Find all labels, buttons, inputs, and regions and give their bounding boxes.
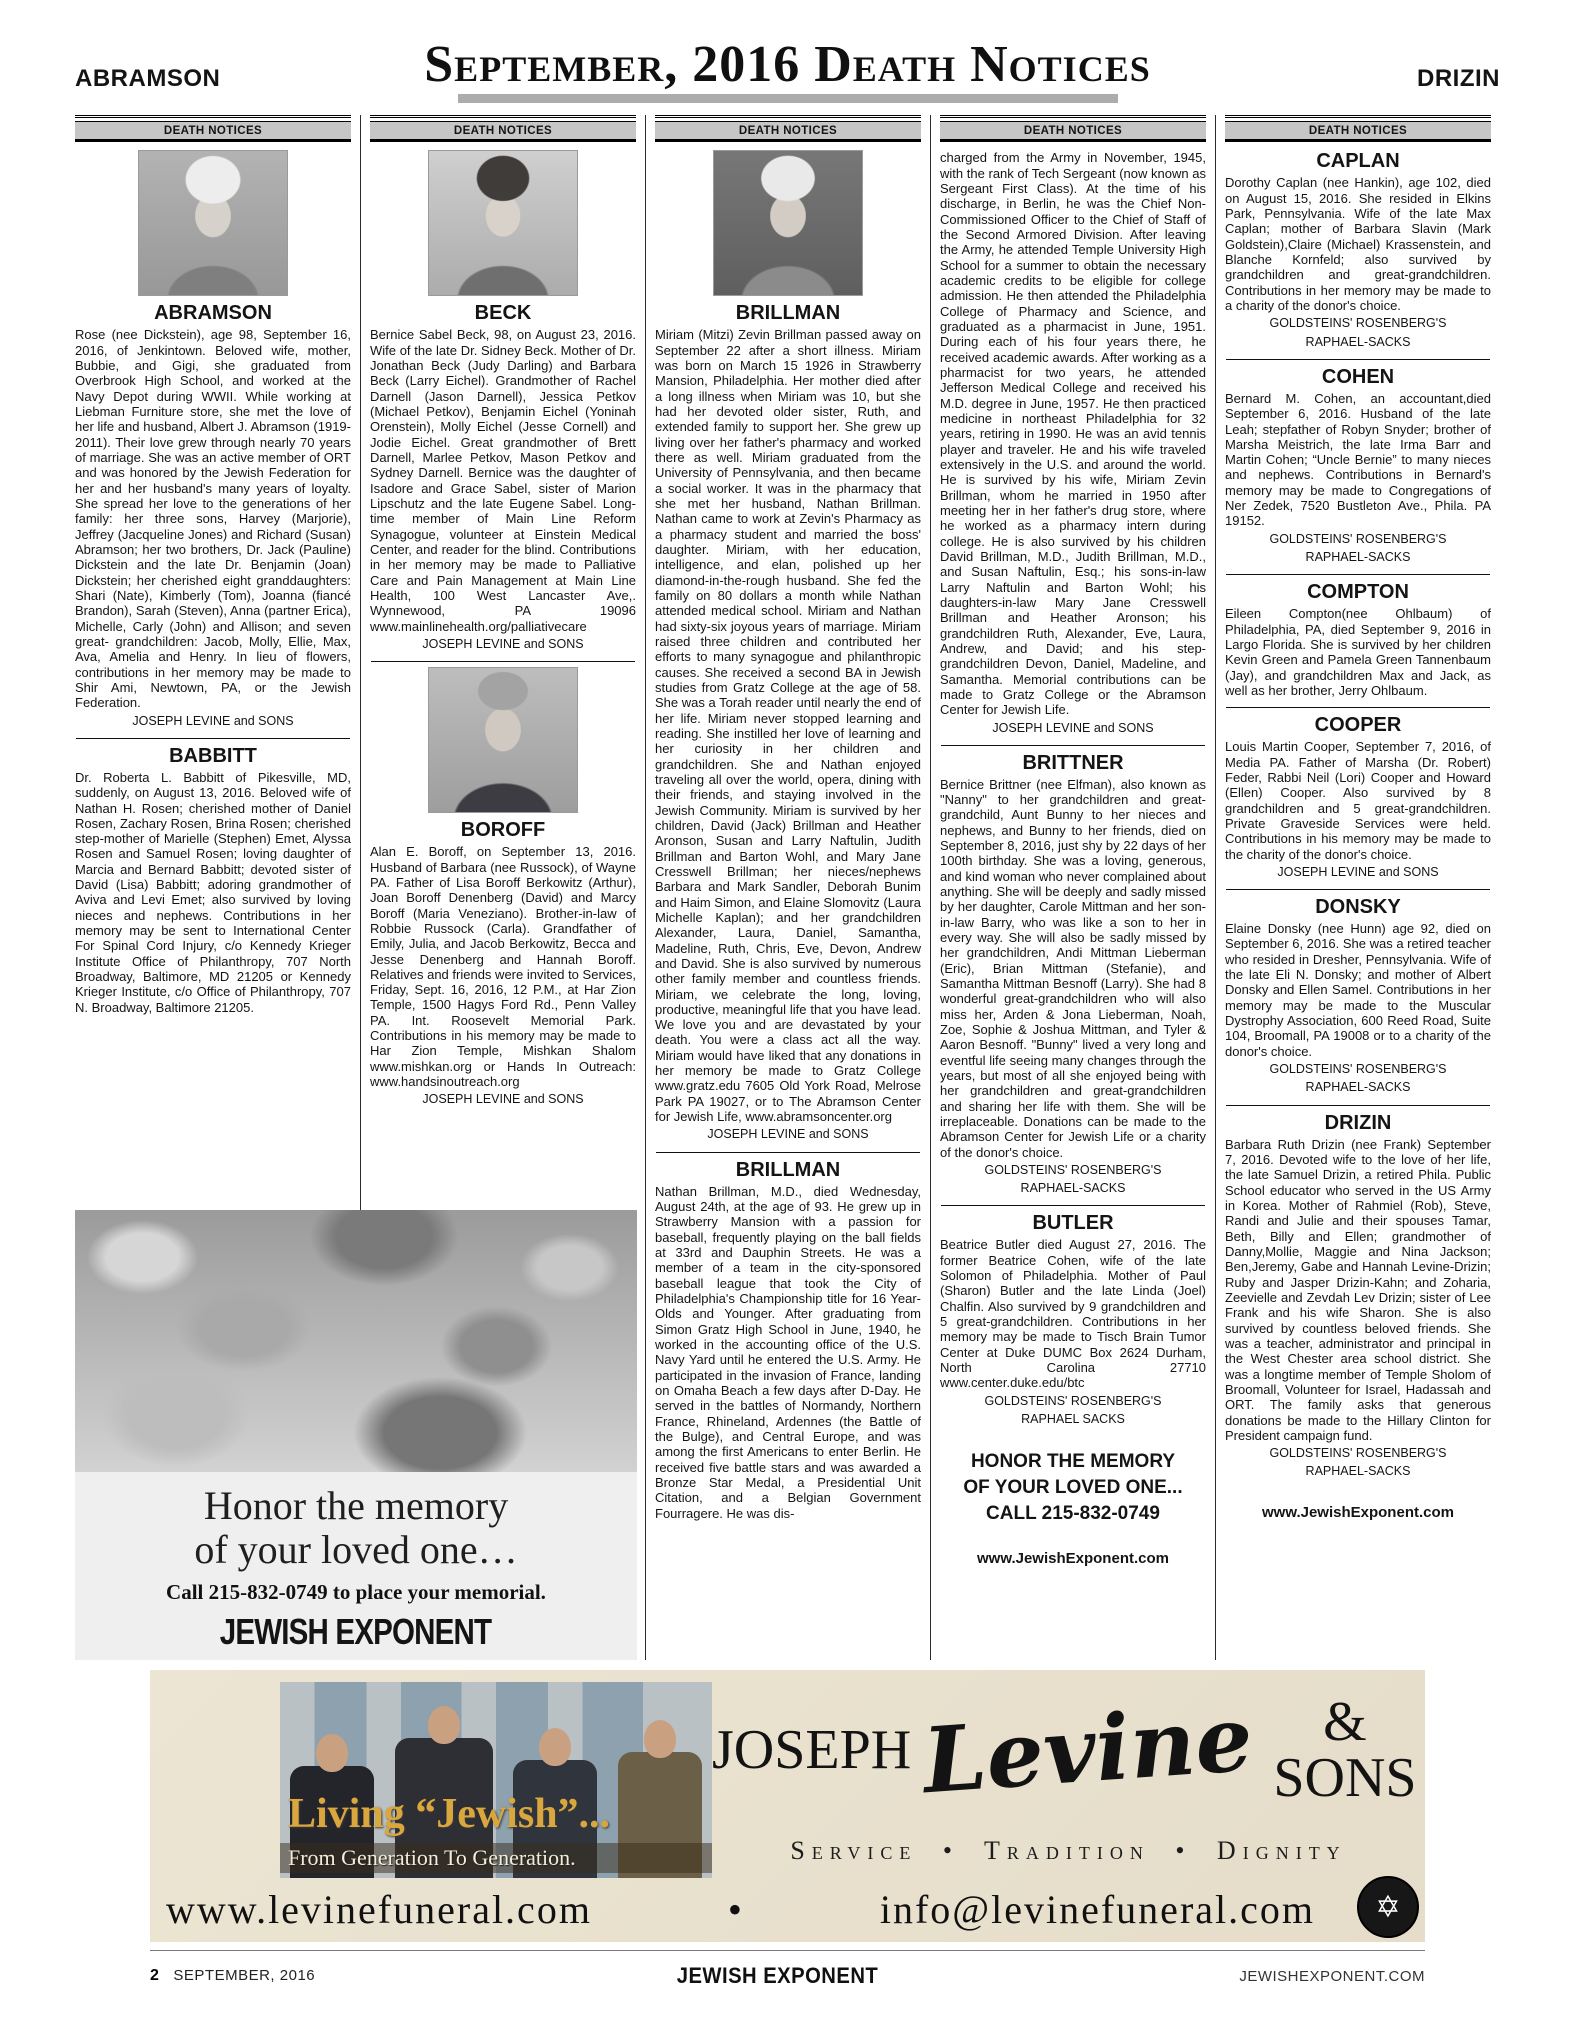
notice-body: Bernice Sabel Beck, 98, on August 23, 2016. Wife of the late Dr. Sidney Beck. Mother of Dr. Jonathan Beck (Judy Darling) and Barbara Beck (Larry Eichel). Grandmother of Rachel Darnell (Jason Darnell), Jessica Petkov (Michael Petkov), Benjamin Eichel (Yoninah Orenstein), Molly Eichel (Jesse Cornell) and Jodie Eichel. Great grandmother of Brett Darnell, Marlee Petkov, Mason Petkov and Sydney Darnell. Bernice was the daughter of Isadore and Grace Sabel, sister of Marion Lipschutz and the late Eugene Sabel. Long-time member of Main Line Reform Synagogue, volunteer at Einstein Medical Center, and reader for the blind. Contributions in her memory may be made to Palliative Care and Pain Management at Main Line Health, 100 West Lancaster Ave,. Wynnewood, PA 19096 www.mainlinehealth.org/palliativecare — [370, 327, 636, 634]
funeral-home-line: RAPHAEL-SACKS — [1305, 334, 1411, 349]
death-notices-label: DEATH NOTICES — [1225, 121, 1491, 142]
notices-column-5 — [1215, 115, 1500, 1660]
notice-surname: BECK — [474, 302, 532, 325]
funeral-home-line: GOLDSTEINS' ROSENBERG'S — [1269, 1446, 1447, 1461]
notice-divider — [941, 745, 1205, 746]
notice-divider — [76, 738, 350, 739]
footer-date: SEPTEMBER, 2016 — [173, 1967, 316, 1985]
notices-column-4 — [930, 115, 1215, 1660]
death-notices-column-header — [370, 115, 636, 142]
notice-surname: BRILLMAN — [735, 302, 841, 325]
honor-memory-line: HONOR THE MEMORY — [970, 1451, 1176, 1473]
notice-body: Dorothy Caplan (nee Hankin), age 102, died on August 15, 2016. She resided in Elkins Park, Pennsylvania. Wife of the late Max Caplan; mother of Barbara Slavin (Mark Goldstein),Claire (Michael) Krassenstein, and Blanche Kornfeld; also survived by grandchildren and great-grandchildren. Contributions in her memory may be made to a charity of the donor's choice. — [1225, 175, 1491, 314]
notice-body: Bernard M. Cohen, an accountant,died September 6, 2016. Husband of the late Leah; stepfather of Robyn Snyder; brother of Marsha Meistrich, the late Irma Barr and Martin Cohen; “Uncle Bernie” to many nieces and nephews. Contributions in Bernard's memory may be made to Congregations of Ner Zedek, 7520 Bustleton Ave., Phila. PA 19152. — [1225, 390, 1491, 529]
masthead-last-surname: DRIZIN — [1417, 65, 1500, 93]
death-notices-label: DEATH NOTICES — [655, 121, 921, 142]
obituary-photo — [713, 150, 863, 296]
notice-divider — [1226, 574, 1490, 575]
brand-joseph: JOSEPH — [712, 1719, 912, 1782]
notice-surname: BRILLMAN — [735, 1158, 841, 1181]
funeral-home-line: RAPHAEL-SACKS — [1305, 1080, 1411, 1095]
funeral-home-line: JOSEPH LEVINE and SONS — [992, 720, 1154, 735]
levine-brand-block — [712, 1682, 1425, 1878]
funeral-home-line: GOLDSTEINS' ROSENBERG'S — [984, 1393, 1162, 1408]
page-number: 2 — [150, 1967, 160, 1985]
levine-tagline: Service • Tradition • Dignity — [790, 1836, 1347, 1866]
notice-surname: BRITTNER — [1022, 751, 1124, 774]
notice-body: Dr. Roberta L. Babbitt of Pikesville, MD, suddenly, on August 13, 2016. Beloved wife of Nathan H. Rosen; cherished mother of Daniel Rosen, Zachary Rosen, Brina Rosen; cherished step-mother of Marielle (Stephen) Emet, Alyssa Rosen and Samuel Rosen; loving daughter of Marcia and Bernard Babbitt; devoted sister of David (Lisa) Babbitt; adoring grandmother of Aviva and Levi Emet; also survived by loving nieces and nephews. Contributions in her memory may be sent to International Center For Spinal Cord Injury, c/o Kennedy Krieger Institute Office of Philanthropy, 707 North Broadway, Baltimore, MD 21205 or Kennedy Krieger Institute, c/o Office of Philanthropy, 707 N. Broadway, Baltimore 21205. — [75, 769, 351, 1015]
notice-surname: COHEN — [1321, 365, 1395, 388]
page-footer — [150, 1950, 1425, 1989]
notice-body: Alan E. Boroff, on September 13, 2016. Husband of Barbara (nee Russock), of Wayne PA. Father of Lisa Boroff Berkowitz (Arthur), Joan Boroff Denenberg (David) and Marcy Boroff (Maria Veneziano). Brother-in-law of Robbie Russock (Carla). Grandfather of Emily, Julia, and Jacob Berkowitz, Becca and Jesse Denenberg and Hannah Boroff. Relatives and friends were invited to Services, Friday, Sept. 16, 2016, 12 P.M., at Har Zion Temple, 1500 Hagys Ford Rd., Penn Valley PA. Int. Roosevelt Memorial Park. Contributions in his memory may be made to Har Zion Temple, Mishkan Shalom www.mishkan.org or Hands In Outreach: www.handsinoutreach.org — [370, 844, 636, 1090]
obituary-photo — [428, 150, 578, 296]
honor-memory-line: CALL 215-832-0749 — [986, 1502, 1160, 1524]
notice-divider — [1226, 1105, 1490, 1106]
levine-website: www.levinefuneral.com — [166, 1887, 592, 1933]
notice-surname: ABRAMSON — [154, 302, 272, 325]
funeral-home-line: JOSEPH LEVINE and SONS — [1277, 864, 1439, 879]
notice-body: Barbara Ruth Drizin (nee Frank) September 7, 2016. Devoted wife to the love of her life, the late Samuel Drizin, a retired Phila. Public School educator who served in the US Army in Korea. Mother of Rahmiel (Rob), Steve, Randi and Julie and their spouses Tamar, Beth, Billy and Ellen; grandmother of Danny,Mollie, Maggie and Nina Jackson; Ben,Jeremy, Gabe and Hannah Levine-Drizin; Ruby and Jasper Drizin-Kahn; and Zoharia, Zeevielle and Zevdah Lev Drizin; sister of Lee Frank and his wife Sharon. She is also survived by countless beloved friends. She was a teacher, administrator and principal in the West Chester area school district. She was a longtime member of Temple Sholom of Broomall, Volunteer for Israel, Hadassah and ORT. The family asks that generous donations be made to the Hillary Clinton for President campaign fund. — [1225, 1136, 1491, 1443]
notice-body: Elaine Donsky (nee Hunn) age 92, died on September 6, 2016. She was a retired teacher who resided in Dresher, Pennsylvania. Wife of the late Eli N. Donsky; and mother of Albert Donsky and Ellen Samel. Contributions in her memory may be made to the Muscular Dystrophy Association, 600 Reed Road, Suite 104, Broomall, PA 19008 or to a charity of the donor's choice. — [1225, 921, 1491, 1059]
notice-body: Nathan Brillman, M.D., died Wednesday, August 24th, at the age of 93. He grew up in Strawberry Mansion with a passion for baseball, frequently playing on the ball fields at 33rd and Dauphin Streets. He was a member of a team in the city-sponsored baseball league that took the City of Philadelphia's Championship title for 16 Year-Olds and Younger. After graduating from Simon Gratz High School in June, 1940, he worked in the accounting office of the U.S. Navy Yard until he entered the U.S. Army. He participated in the invasion of France, landing on Omaha Beach a few days after D-Day. He served in the battles of Normandy, Northern France, Rhineland, Ardennes (the Battle of the Bulge), and Central Europe, and was among the first Americans to enter Berlin. He received five battle stars and was awarded a Bronze Star Medal, a Presidential Unit Citation, and a Belgian Government Fourragere. He was dis- — [655, 1183, 921, 1521]
notice-surname: BUTLER — [1032, 1212, 1114, 1235]
notice-divider — [656, 1152, 920, 1153]
notice-body: Rose (nee Dickstein), age 98, September 16, 2016, of Jenkintown. Beloved wife, mother, Bubbie, and Gigi, she graduated from Overbrook High School, and worked at the Navy Depot during WWII. While working at Liebman Furniture store, she met the love of her life and husband, Albert J. Abramson (1919-2011). Their love grew through nearly 70 years of marriage. She was an active member of ORT and was honored by the Jewish Federation for her and her husband's many years of loyalty. She spread her love to the generations of her family: her three sons, Harvey (Marjorie), Jeffrey (Jacqueline Jones) and Richard (Susan) Abramson; her two brothers, Dr. Jack (Pauline) Dickstein and the late Dr. Benjamin (Joan) Dickstein; her cherished eight granddaughters: Shari (Nate), Kimberly (Tom), Joanna (fiancé Brandon), Sarah (Steven), Anna (partner Erica), Michelle, Carly (John) and Allison; and seven great- grandchildren: Jacob, Molly, Ellie, Max, Ava, Amelia and Henry. In lieu of flowers, contributions in her memory may be made to Shir Ami, Newtown, PA, or the Jewish Federation. — [75, 327, 351, 711]
honor-memory-line: OF YOUR LOVED ONE... — [963, 1476, 1183, 1498]
death-notices-column-header — [75, 115, 351, 142]
funeral-home-line: JOSEPH LEVINE and SONS — [422, 636, 584, 651]
funeral-home-line: JOSEPH LEVINE and SONS — [132, 713, 294, 728]
funeral-home-line: JOSEPH LEVINE and SONS — [422, 1092, 584, 1107]
notice-divider — [1226, 359, 1490, 360]
memorial-ad — [75, 1210, 637, 1660]
death-notices-columns — [75, 115, 1500, 1660]
living-jewish-caption: Living “Jewish”... — [288, 1791, 611, 1838]
notice-divider — [1226, 707, 1490, 708]
title-underline — [458, 94, 1118, 103]
notice-surname: CAPLAN — [1316, 150, 1400, 173]
funeral-home-line: RAPHAEL-SACKS — [1305, 1464, 1411, 1479]
notice-body: Miriam (Mitzi) Zevin Brillman passed away on September 22 after a short illness. Miriam was born on March 15 1926 in Strawberry Mansion, Philadelphia. Her mother died after a long illness when Miriam was 10, but she had her devoted older sister, Ruth, and extended family to support her. She grew up living over her father's pharmacy and worked there as well. Miriam graduated from the University of Pennsylvania, and then became a social worker. It was in the pharmacy that she met her husband, Nathan Brillman. Nathan came to work at Zevin's Pharmacy as a pharmacy student and married the boss' daughter. Miriam, with her education, intelligence, and elan, polished up her diamond-in-the-rough husband. She fed the family on 80 dollars a month while Nathan attended medical school. Miriam and Nathan had sixty-six joyous years of marriage. Miriam raised three children and contributed her efforts to many synagogue and philanthropic causes. She received a second BA in Jewish studies from Gratz College at the age of 58. She was a Torah reader until nearly the end of her life. Miriam never stopped learning and reading. She instilled her love of learning and her curiosity in her children and grandchildren. She and Nathan enjoyed traveling all over the world, opera, dining with their friends, and staying involved in the Jewish Community. Miriam is survived by her children, David (Jack) Brillman and Heather Aronson, Susan and Larry Naftulin, Judith Brillman and Barton Wohl, and Mary Jane Cresswell Brillman; her nieces/nephews Barbara and Mark Sandler, Deborah Bunim and Haim Simon, and Elaine Slomovitz (Laura Michelle Kaplan); and her grandchildren Alexander, Laura, Daniel, Samantha, Madeline, Ruth, Chris, Eve, Devon, Andrew and David. She is also survived by numerous other family member and countless friends. Miriam, we celebrate the long, loving, productive, meaningful life that you have lead. We love you and are devastated by your death. You were a class act all the way. Miriam would have liked that any donations in her memory be made to Gratz College www.gratz.edu 7605 Old York Road, Melrose Park PA 19027, or to The Abramson Center for Jewish Life, www.abramsoncenter.org — [655, 327, 921, 1125]
brand-levine-script: Levine — [919, 1685, 1257, 1815]
notice-body: Beatrice Butler died August 27, 2016. The former Beatrice Cohen, wife of the late Solomon of Philadelphia. Mother of Paul (Sharon) Butler and the late Linda (Joel) Chalfin. Also survived by 9 grandchildren and 5 great-grandchildren. Contributions in her memory may be made to Tisch Brain Tumor Center at Duke DUMC Box 2624 Durham, North Carolina 27710 www.center.duke.edu/btc — [940, 1237, 1206, 1391]
funeral-home-line: GOLDSTEINS' ROSENBERG'S — [1269, 1062, 1447, 1077]
funeral-home-line: GOLDSTEINS' ROSENBERG'S — [1269, 531, 1447, 546]
levine-email: info@levinefuneral.com — [879, 1887, 1315, 1933]
page-title: September, 2016 Death Notices — [424, 36, 1151, 93]
obituary-photo — [428, 667, 578, 813]
death-notices-column-header — [655, 115, 921, 142]
notice-surname: DRIZIN — [1324, 1111, 1392, 1134]
funeral-home-line: RAPHAEL SACKS — [1021, 1412, 1125, 1427]
memorial-ad-line2: of your loved one… — [194, 1526, 518, 1572]
notice-body: Louis Martin Cooper, September 7, 2016, of Media PA. Father of Marsha (Dr. Robert) Feder, Rabbi Neil (Lori) Cooper and Howard (Ellen) Cooper. Also survived by 8 grandchildren and 5 great-grandchildren. Private Graveside Services were held. Contributions in his memory may be made to the charity of the donor's choice. — [1225, 739, 1491, 862]
funeral-directors-photo — [280, 1682, 712, 1878]
notice-body: charged from the Army in November, 1945, with the rank of Tech Sergeant (now known as Sergeant First Class). At the time of his discharge, in Berlin, he was the Chief Non-Commissioned Officer to the Chief of Staff of the Second Armored Division. After leaving the Army, he attended Temple University High School for a summer to obtain the necessary academic credits to be eligible for college admission. He then attended the Philadelphia College of Pharmacy and Science, and graduated as a pharmacist in June, 1951. During each of his four years there, he received academic awards. After working as a pharmacist for two years, he attended Jefferson Medical College and received his M.D. degree in June, 1957. He then practiced medicine in northeast Philadelphia for 32 years, retiring in 1990. He was an avid tennis player and traveler. He and his wife traveled extensively in the U.S. and around the world. He is survived by his wife, Miriam Zevin Brillman, whom he married in 1950 after meeting her in her father's drug store, where he worked as a pharmacy intern during college. He is also survived by his children David Brillman, M.D., Judith Brillman, M.D., and Susan Naftulin, Esq.; his sons-in-law Larry Naftulin and Barton Wohl; his daughters-in-law Mary Jane Cresswell Brillman and Heather Aronson; his grandchildren Ruth, Alexander, Eve, Laura, Andrew, and David; and his step-grandchildren Devon, Daniel, Madeline, and Samantha. Memorial contributions can be made to Gratz College or the Abramson Center for Jewish Life. — [940, 150, 1206, 718]
obituary-photo — [138, 150, 288, 296]
notice-divider — [371, 661, 635, 662]
memorial-ad-line1: Honor the memory — [203, 1483, 509, 1529]
bullet-separator-icon: • — [727, 1887, 744, 1933]
website-line: www.JewishExponent.com — [977, 1550, 1169, 1568]
notice-surname: BOROFF — [460, 819, 546, 842]
leaves-photo — [75, 1210, 637, 1472]
death-notices-label: DEATH NOTICES — [75, 121, 351, 142]
funeral-home-line: GOLDSTEINS' ROSENBERG'S — [1269, 316, 1447, 331]
notice-surname: COMPTON — [1307, 581, 1409, 604]
notice-body: Bernice Brittner (nee Elfman), also known as "Nanny" to her grandchildren and great-grandchild, Aunt Bunny to her nieces and nephews, and Bunny to her friends, died on September 8, 2016, just shy by 22 days of her 100th birthday. She was a loving, generous, and kind woman who never complained about anything. She will be deeply and sadly missed by her daughter, Carole Mittman and her son-in-law Barry, who was like a son to her in every way. She will also be sadly missed by her grandchildren, Andi Mittman Lieberman (Eric), Brian Mittman (Stefanie), and Samantha Mittman Besnoff (Larry). She had 8 wonderful great-grandchildren who will also miss her, Arden & Jona Lieberman, Noah, Zoe, Sophie & Joshua Mittman, and Tyler & Aaron Besnoff. "Bunny" lived a very long and eventful life seeing many changes through the years, but most of all she enjoyed being with her grandchildren and great-grandchildren and sharing her life with them. She will be irreplaceable. Donations can be made to the Abramson Center for Jewish Life or a charity of the donor's choice. — [940, 776, 1206, 1160]
star-of-david-seal-icon: ✡ — [1357, 1876, 1419, 1938]
levine-funeral-ad — [150, 1670, 1425, 1942]
jewish-exponent-logo: JEWISH EXPONENT — [220, 1610, 492, 1652]
website-line: www.JewishExponent.com — [1262, 1503, 1454, 1521]
levine-brand — [712, 1685, 1425, 1815]
notices-column-3 — [645, 115, 930, 1660]
funeral-home-line: JOSEPH LEVINE and SONS — [707, 1127, 869, 1142]
masthead — [75, 36, 1500, 103]
footer-website: JEWISHEXPONENT.COM — [1239, 1967, 1425, 1985]
death-notices-column-header — [940, 115, 1206, 142]
notice-surname: COOPER — [1314, 714, 1402, 737]
generation-caption: From Generation To Generation. — [280, 1843, 712, 1873]
funeral-home-line: RAPHAEL-SACKS — [1020, 1181, 1126, 1196]
honor-memory-house-ad — [940, 1449, 1206, 1526]
memorial-ad-text — [75, 1472, 637, 1660]
notice-body: Eileen Compton(nee Ohlbaum) of Philadelphia, PA, died September 9, 2016 in Largo Florida. She is survived by her children Kevin Green and Pamela Green Tannenbaum (Jay), and grandchildren Max and Jack, as well as her brother, Jerry Ohlbaum. — [1225, 606, 1491, 698]
death-notices-column-header — [1225, 115, 1491, 142]
funeral-home-line: RAPHAEL-SACKS — [1305, 550, 1411, 565]
notice-surname: DONSKY — [1315, 896, 1401, 919]
footer-publication-name: JEWISH EXPONENT — [676, 1963, 878, 1989]
notice-divider — [1226, 889, 1490, 890]
funeral-home-line: GOLDSTEINS' ROSENBERG'S — [984, 1162, 1162, 1177]
death-notices-label: DEATH NOTICES — [940, 121, 1206, 142]
brand-and-sons: & SONS — [1273, 1691, 1417, 1810]
levine-contact-line — [150, 1878, 1425, 1933]
memorial-ad-phone-line: Call 215-832-0749 to place your memorial. — [166, 1579, 546, 1604]
death-notices-label: DEATH NOTICES — [370, 121, 636, 142]
notice-divider — [941, 1205, 1205, 1206]
notice-surname: BABBITT — [169, 744, 257, 767]
masthead-first-surname: ABRAMSON — [75, 65, 221, 93]
footer-page-date — [150, 1967, 315, 1985]
levine-ad-top — [150, 1682, 1425, 1878]
masthead-center — [305, 36, 1270, 103]
